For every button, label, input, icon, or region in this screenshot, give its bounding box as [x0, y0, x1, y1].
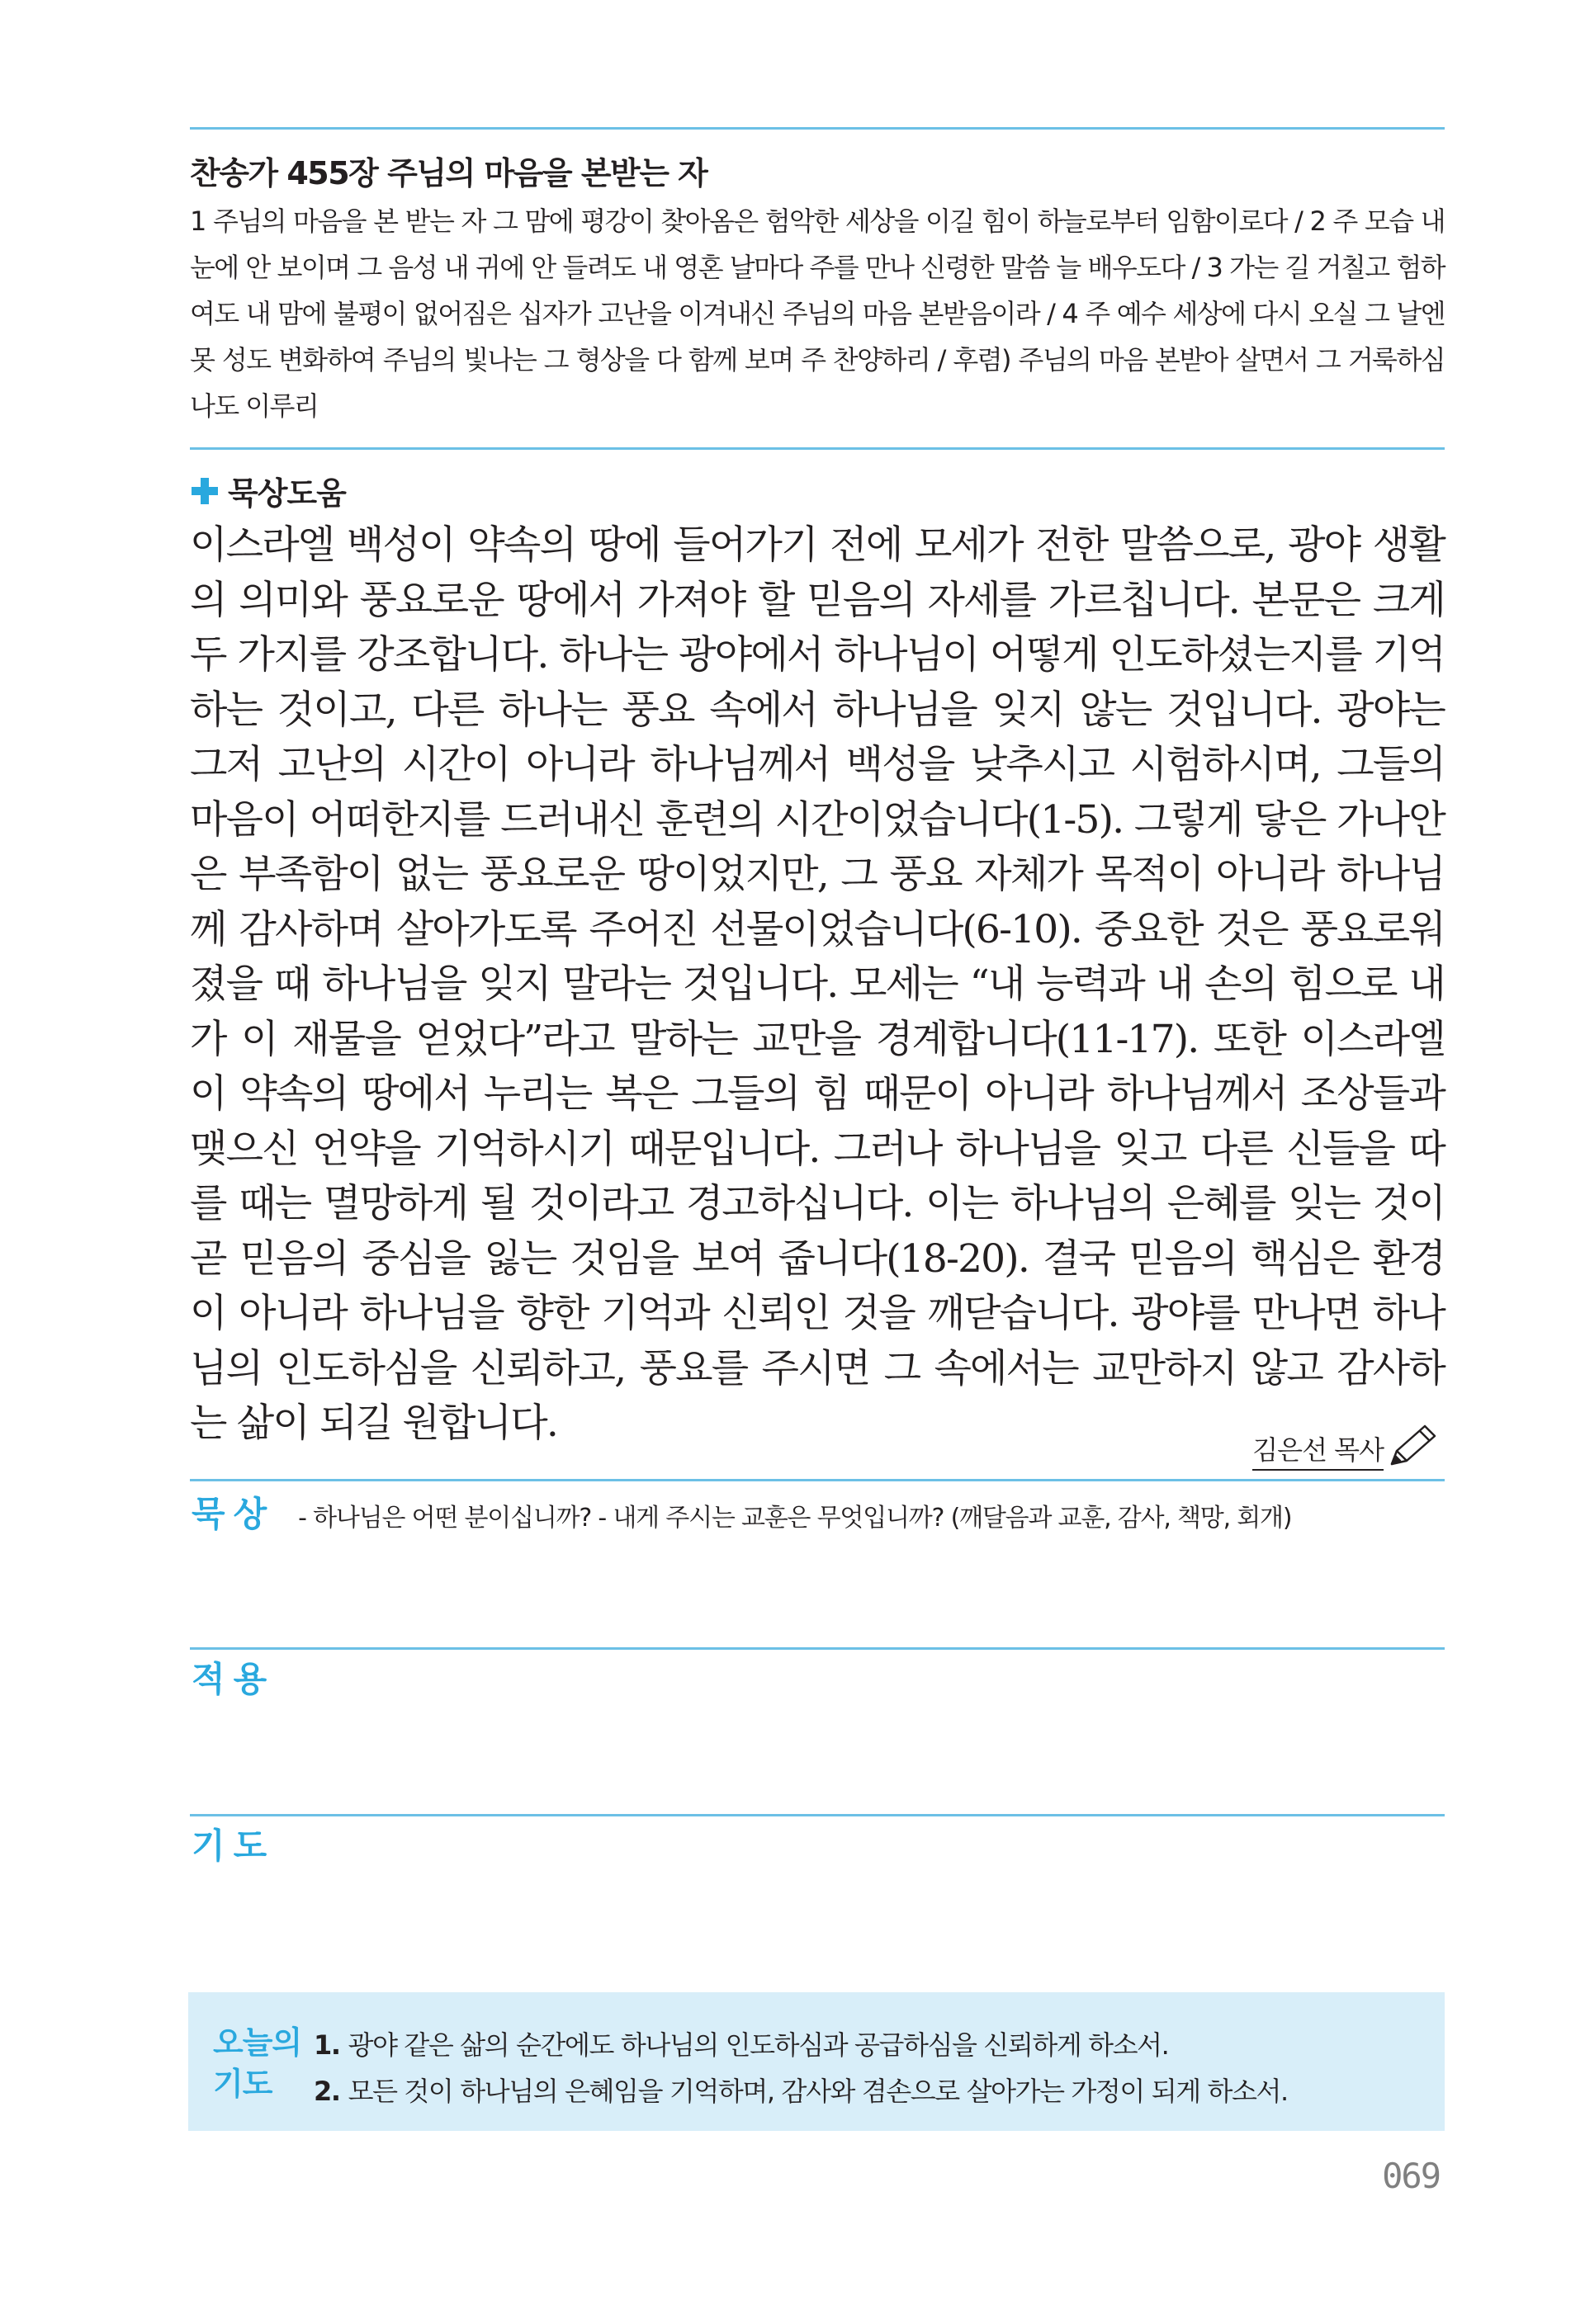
- today-prayer-list: [314, 2022, 1288, 2114]
- meditate-rule: [190, 1479, 1445, 1481]
- today-prayer-box: [188, 1992, 1445, 2131]
- author-name: 김은선 목사: [1252, 1429, 1384, 1471]
- meditation-heading-text: 묵상도움: [228, 475, 346, 512]
- today-prayer-label-line1: 오늘의: [213, 2024, 302, 2061]
- item-number: 2.: [314, 2076, 340, 2107]
- item-number: 1.: [314, 2029, 340, 2061]
- hymn-bottom-rule: [190, 447, 1445, 450]
- hymn-lyrics: 1 주님의 마음을 본 받는 자 그 맘에 평강이 찾아옴은 험악한 세상을 이길 힘이 하늘로부터 임함이로다 / 2 주 모습 내 눈에 안 보이며 그 음성 내 귀에 안 들려도 내 영혼 날마다 주를 만나 신령한 말씀 늘 배우도다 / 3 가는 길 거칠고 험하여도 내 맘에 불평이 없어짐은 십자가 고난을 이겨내신 주님의 마음 본받음이라 / 4 주 예수 세상에 다시 오실 그 날엔 못 성도 변화하여 주님의 빛나는 그 형상을 다 함께 보며 주 찬양하리 / 후렴) 주님의 마음 본받아 살면서 그 거룩하심 나도 이루리: [190, 205, 1445, 422]
- meditation-heading: [192, 468, 346, 513]
- pencil-icon: [1385, 1421, 1443, 1471]
- plus-icon: [192, 478, 218, 504]
- hymn-section: [190, 150, 1445, 429]
- apply-rule: [190, 1647, 1445, 1650]
- prayer-label: 기도: [192, 1826, 276, 1866]
- item-text: 모든 것이 하나님의 은혜임을 기억하며, 감사와 겸손으로 살아가는 가정이 되게 하소서.: [348, 2076, 1288, 2107]
- list-item: [314, 2068, 1288, 2114]
- prayer-rule: [190, 1814, 1445, 1816]
- item-text: 광야 같은 삶의 순간에도 하나님의 인도하심과 공급하심을 신뢰하게 하소서.: [348, 2029, 1169, 2061]
- author-signature: [1252, 1421, 1443, 1471]
- hymn-title: 찬송가 455장 주님의 마음을 본받는 자: [190, 155, 707, 191]
- apply-label: 적용: [192, 1659, 276, 1699]
- meditate-row: [192, 1487, 1291, 1537]
- today-prayer-label: [213, 2022, 304, 2104]
- meditate-label: 묵상: [192, 1494, 276, 1534]
- page-number: 069: [1382, 2156, 1440, 2196]
- today-prayer-label-line2: 기도: [213, 2066, 272, 2102]
- list-item: [314, 2022, 1288, 2068]
- top-rule: [190, 127, 1445, 130]
- meditation-body: 이스라엘 백성이 약속의 땅에 들어가기 전에 모세가 전한 말씀으로, 광야 생활의 의미와 풍요로운 땅에서 가져야 할 믿음의 자세를 가르칩니다. 본문은 크게 두 가지를 강조합니다. 하나는 광야에서 하나님이 어떻게 인도하셨는지를 기억하는 것이고, 다른 하나는 풍요 속에서 하나님을 잊지 않는 것입니다. 광야는 그저 고난의 시간이 아니라 하나님께서 백성을 낮추시고 시험하시며, 그들의 마음이 어떠한지를 드러내신 훈련의 시간이었습니다(1-5). 그렇게 닿은 가나안은 부족함이 없는 풍요로운 땅이었지만, 그 풍요 자체가 목적이 아니라 하나님께 감사하며 살아가도록 주어진 선물이었습니다(6-10). 중요한 것은 풍요로워졌을 때 하나님을 잊지 말라는 것입니다. 모세는 “내 능력과 내 손의 힘으로 내가 이 재물을 얻었다”라고 말하는 교만을 경계합니다(11-17). 또한 이스라엘이 약속의 땅에서 누리는 복은 그들의 힘 때문이 아니라 하나님께서 조상들과 맺으신 언약을 기억하시기 때문입니다. 그러나 하나님을 잊고 다른 신들을 따를 때는 멸망하게 될 것이라고 경고하십니다. 이는 하나님의 은혜를 잊는 것이 곧 믿음의 중심을 잃는 것임을 보여 줍니다(18-20). 결국 믿음의 핵심은 환경이 아니라 하나님을 향한 기억과 신뢰인 것을 깨닫습니다. 광야를 만나면 하나님의 인도하심을 신뢰하고, 풍요를 주시면 그 속에서는 교만하지 않고 감사하는 삶이 되길 원합니다.: [190, 522, 1445, 1446]
- meditate-prompt: - 하나님은 어떤 분이십니까? - 내게 주시는 교훈은 무엇입니까? (깨달음과 교훈, 감사, 책망, 회개): [298, 1504, 1292, 1533]
